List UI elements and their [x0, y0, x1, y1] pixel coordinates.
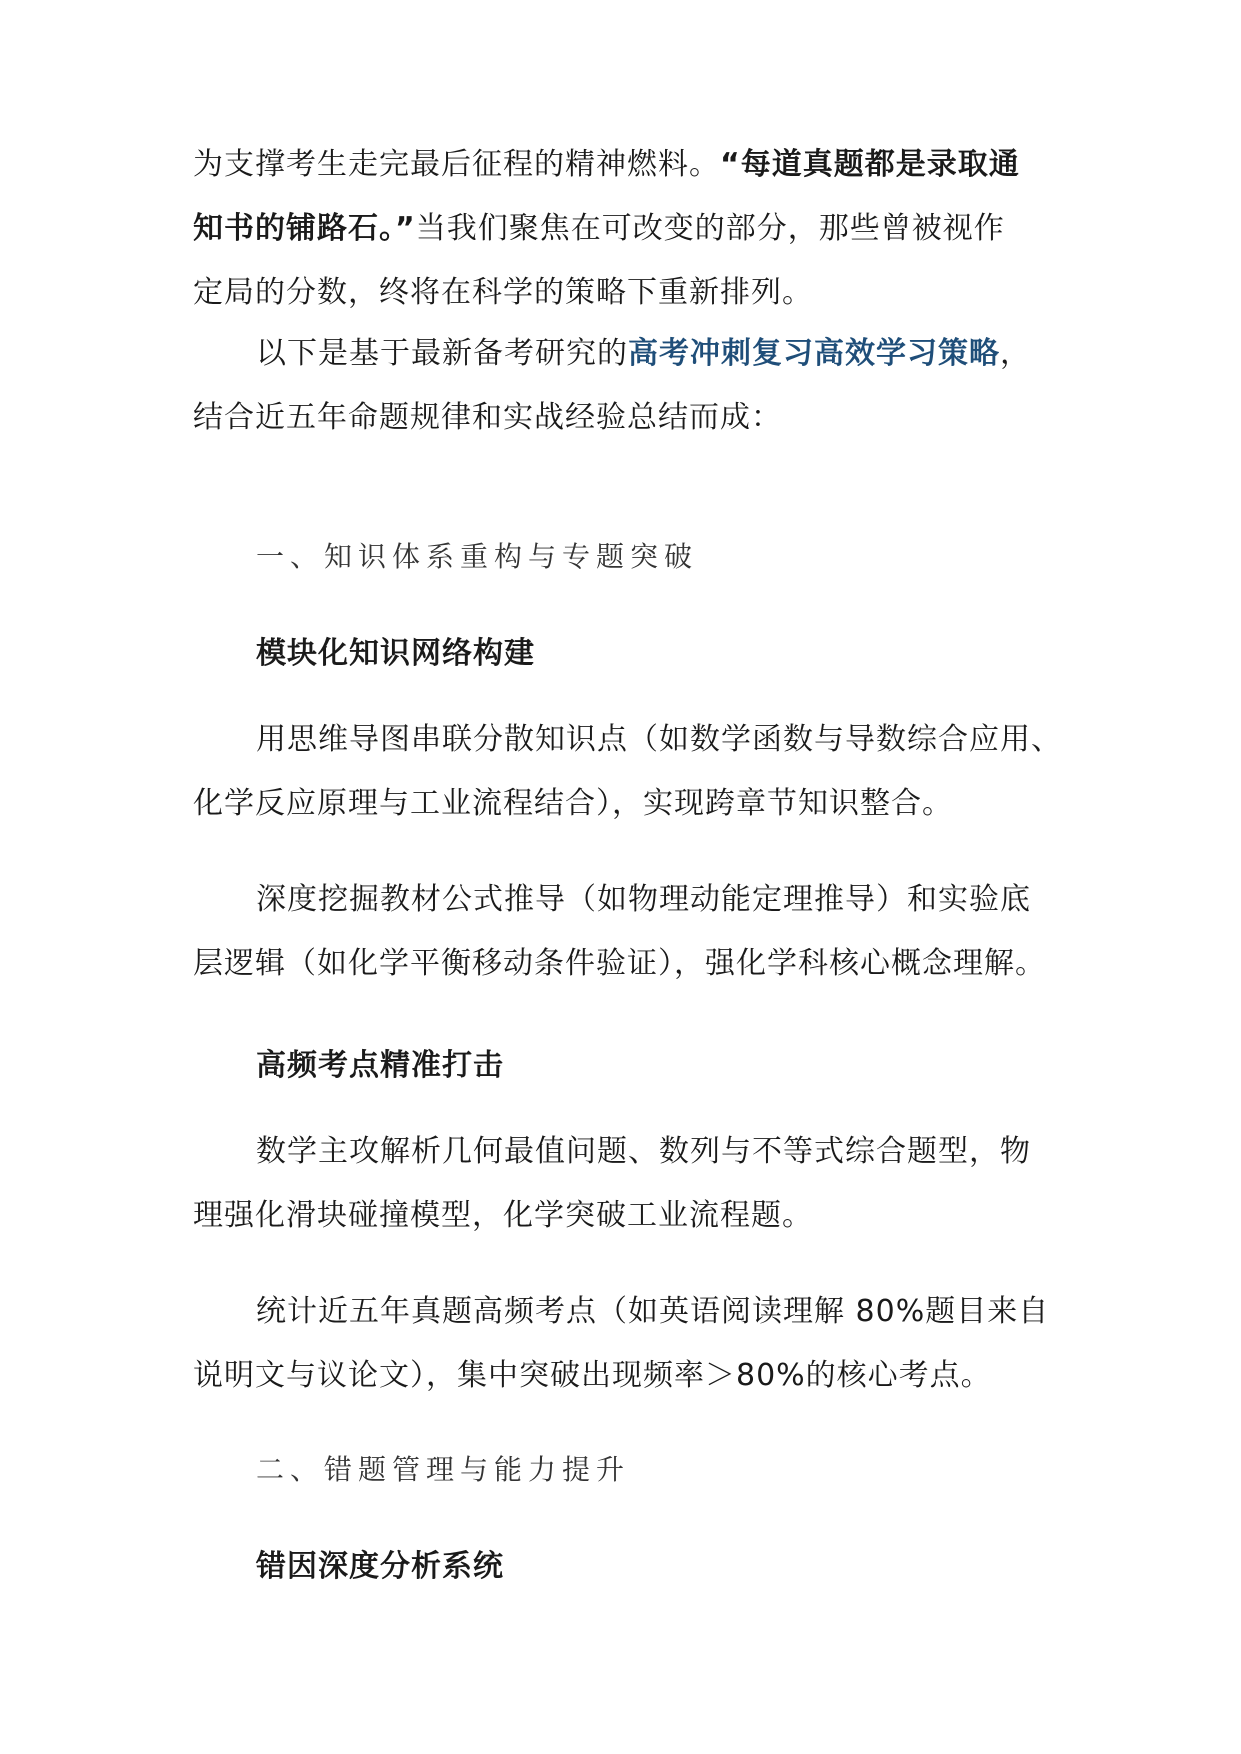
- paragraph-line: 统计近五年真题高频考点（如英语阅读理解 80%题目来自: [256, 1294, 1050, 1329]
- intro-paragraph: [193, 133, 1063, 325]
- paragraph-line: 深度挖掘教材公式推导（如物理动能定理推导）和实验底: [256, 882, 1031, 917]
- lead-line2: 结合近五年命题规律和实战经验总结而成：: [193, 400, 782, 435]
- paragraph-1-1-2: [193, 868, 1063, 996]
- quote-part1: “每道真题都是录取通: [720, 147, 1020, 182]
- intro-line2-rest: 当我们聚焦在可改变的部分，那些曾被视作: [415, 211, 1005, 246]
- paragraph-line: 理强化滑块碰撞模型，化学突破工业流程题。: [193, 1198, 813, 1233]
- paragraph-1-2-2: [193, 1280, 1063, 1408]
- paragraph-line: 数学主攻解析几何最值问题、数列与不等式综合题型，物: [256, 1134, 1031, 1169]
- quote-part2: 知书的铺路石。”: [193, 211, 416, 246]
- paragraph-line: 说明文与议论文），集中突破出现频率＞80%的核心考点。: [193, 1358, 992, 1393]
- lead-paragraph: [193, 322, 1063, 450]
- strategy-link[interactable]: 高考冲刺复习高效学习策略: [628, 336, 1000, 371]
- paragraph-1-1-1: [193, 708, 1063, 836]
- paragraph-line: 用思维导图串联分散知识点（如数学函数与导数综合应用、: [256, 722, 1062, 757]
- paragraph-line: 层逻辑（如化学平衡移动条件验证），强化学科核心概念理解。: [193, 946, 1046, 981]
- paragraph-line: 化学反应原理与工业流程结合），实现跨章节知识整合。: [193, 786, 953, 821]
- lead-prefix: 以下是基于最新备考研究的: [256, 336, 628, 371]
- intro-line3: 定局的分数，终将在科学的策略下重新排列。: [193, 275, 813, 310]
- intro-line1: 为支撑考生走完最后征程的精神燃料。: [193, 147, 720, 182]
- section-heading-1: 一、知识体系重构与专题突破: [256, 540, 699, 573]
- lead-suffix: ，: [1000, 336, 1031, 371]
- section-heading-2: 二、错题管理与能力提升: [256, 1453, 631, 1486]
- subsection-heading-1-2: 高频考点精准打击: [256, 1048, 504, 1083]
- subsection-heading-2-1: 错因深度分析系统: [256, 1549, 504, 1584]
- paragraph-1-2-1: [193, 1120, 1063, 1248]
- subsection-heading-1-1: 模块化知识网络构建: [256, 636, 535, 671]
